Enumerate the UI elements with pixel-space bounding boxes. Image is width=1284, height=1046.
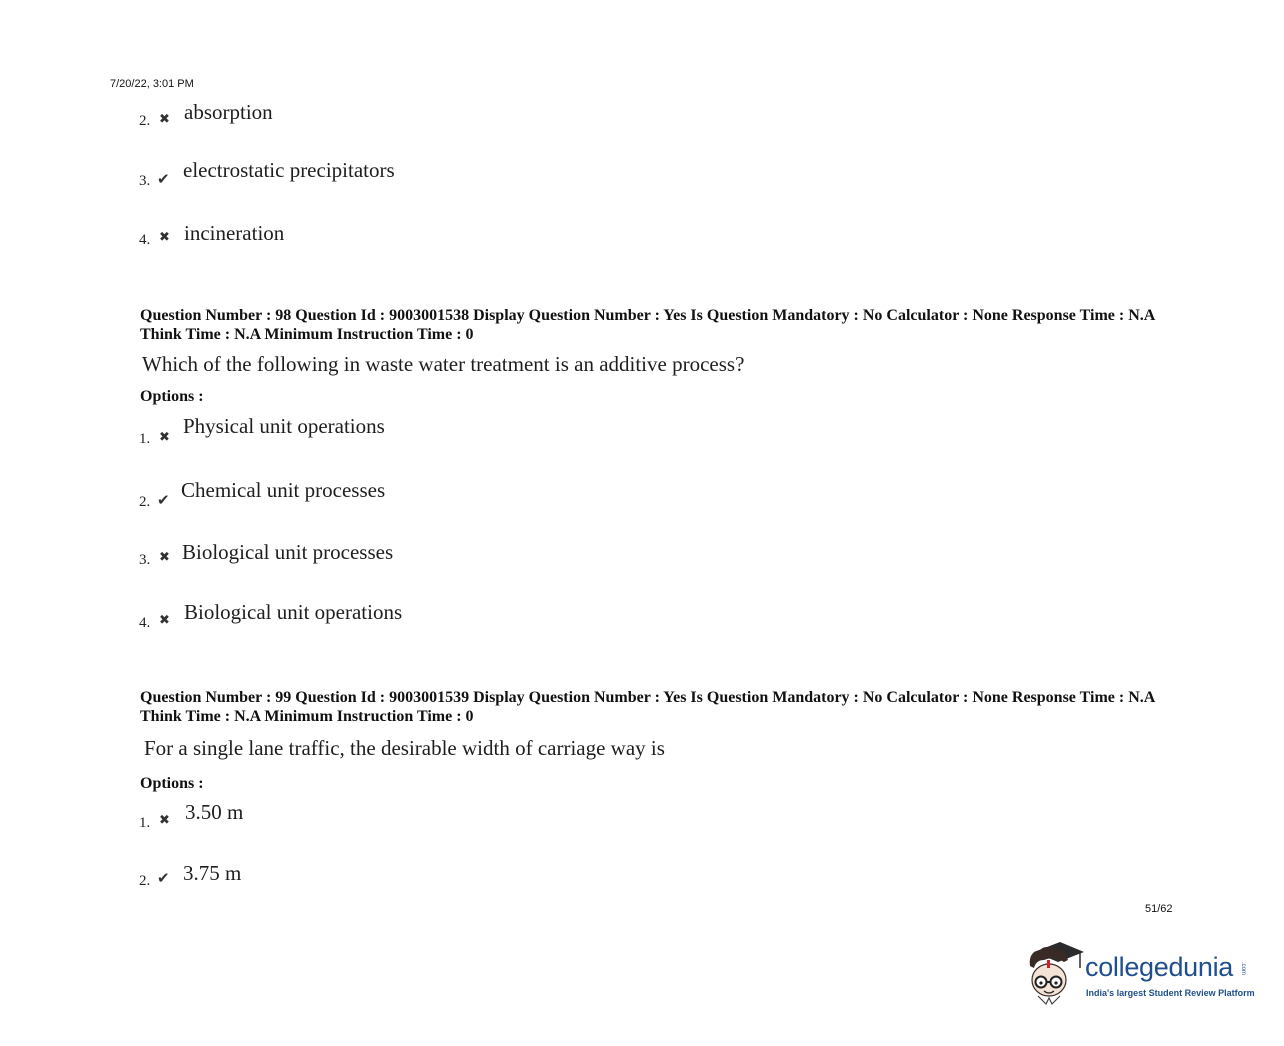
print-timestamp: 7/20/22, 3:01 PM xyxy=(110,78,194,90)
option-number: 2. xyxy=(139,113,151,129)
options-label: Options : xyxy=(140,388,204,405)
option-number: 3. xyxy=(139,173,151,189)
cross-icon: ✖ xyxy=(159,229,170,244)
option-text: incineration xyxy=(184,221,285,245)
option-text: Biological unit operations xyxy=(184,600,403,624)
brand-wordmark: collegedunia xyxy=(1085,952,1234,982)
option-text: 3.50 m xyxy=(185,800,244,824)
question-text: For a single lane traffic, the desirable width of carriage way is xyxy=(144,736,665,760)
check-icon: ✔ xyxy=(157,871,170,887)
page-number: 51/62 xyxy=(1145,903,1173,915)
option-number: 4. xyxy=(139,615,151,631)
question-meta: Question Number : 98 Question Id : 9003001538 Display Question Number : Yes Is Question Mandatory : No Calculator : None Response Time : N.A Think Time : N.A Minimum Instruction Time : 0 xyxy=(140,307,1155,343)
option-number: 1. xyxy=(139,815,151,831)
cross-icon: ✖ xyxy=(159,812,170,827)
mascot-icon xyxy=(1024,938,1086,1008)
question-meta: Question Number : 99 Question Id : 9003001539 Display Question Number : Yes Is Question Mandatory : No Calculator : None Response Time : N.A Think Time : N.A Minimum Instruction Time : 0 xyxy=(140,689,1155,725)
option-number: 3. xyxy=(139,552,151,568)
options-label: Options : xyxy=(140,775,204,792)
brand-suffix: .com xyxy=(1240,962,1246,976)
check-icon: ✔ xyxy=(157,172,170,188)
option-text: absorption xyxy=(184,100,273,124)
option-text: Chemical unit processes xyxy=(181,478,386,502)
cross-icon: ✖ xyxy=(159,549,170,564)
option-number: 4. xyxy=(139,232,151,248)
option-number: 2. xyxy=(139,494,151,510)
cross-icon: ✖ xyxy=(159,612,170,627)
option-text: Biological unit processes xyxy=(182,540,394,564)
brand-tagline: India's largest Student Review Platform xyxy=(1086,988,1255,998)
check-icon: ✔ xyxy=(157,493,170,509)
option-text: electrostatic precipitators xyxy=(183,158,395,182)
option-text: Physical unit operations xyxy=(183,414,385,438)
option-text: 3.75 m xyxy=(183,861,242,885)
cross-icon: ✖ xyxy=(159,429,170,444)
question-text: Which of the following in waste water treatment is an additive process? xyxy=(142,352,745,376)
option-number: 2. xyxy=(139,873,151,889)
option-number: 1. xyxy=(139,431,151,447)
cross-icon: ✖ xyxy=(159,111,170,126)
